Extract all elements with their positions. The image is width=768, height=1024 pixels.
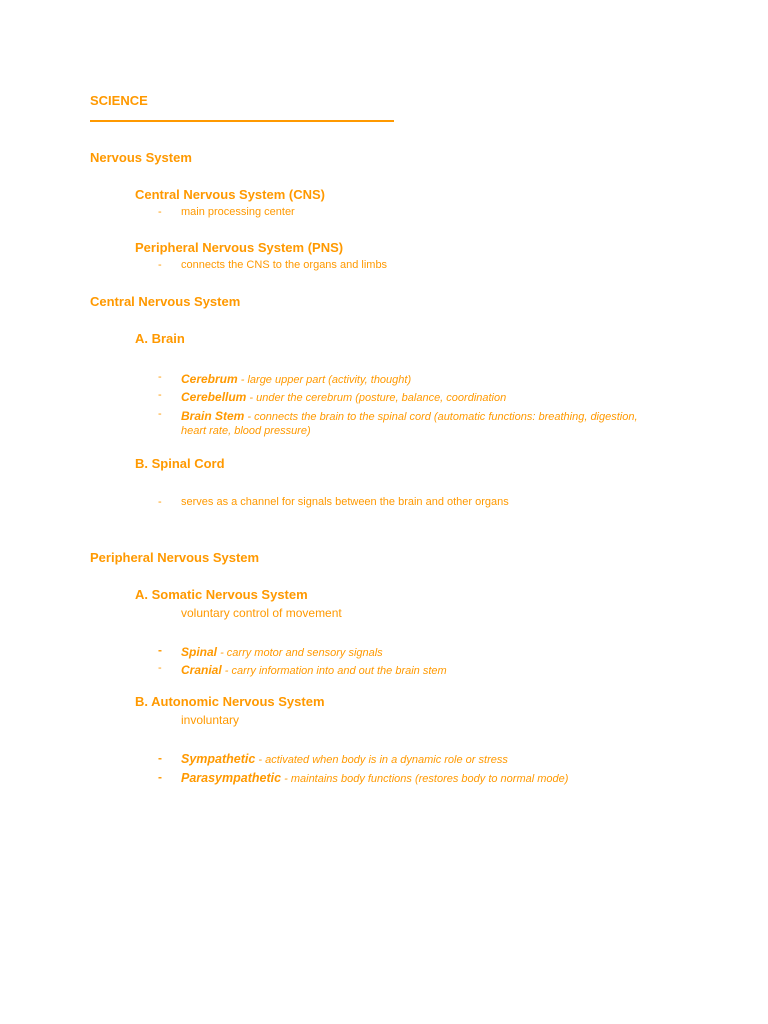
section-heading-nervous-system: Nervous System [90, 150, 192, 165]
term-sympathetic: Sympathetic [181, 752, 256, 766]
list-item-cranial [181, 661, 447, 679]
term-brain-stem: Brain Stem [181, 409, 245, 423]
subheading-autonomic: B. Autonomic Nervous System [135, 694, 325, 709]
desc-sympathetic: - activated when body is in a dynamic role or stress [255, 754, 508, 766]
bullet-dash: - [158, 259, 162, 271]
term-parasympathetic: Parasympathetic [181, 771, 282, 785]
bullet-dash: - [158, 643, 162, 657]
spinal-cord-description: serves as a channel for signals between the brain and other organs [181, 496, 509, 508]
list-item-cerebrum [181, 370, 411, 388]
term-cerebrum: Cerebrum [181, 372, 238, 386]
page-title: SCIENCE [90, 93, 148, 108]
list-item-sympathetic [181, 750, 508, 768]
subheading-cns: Central Nervous System (CNS) [135, 187, 325, 202]
section-heading-pns: Peripheral Nervous System [90, 550, 260, 565]
somatic-note: voluntary control of movement [181, 606, 342, 620]
list-item-parasympathetic [181, 769, 568, 787]
subheading-spinal-cord: B. Spinal Cord [135, 456, 225, 471]
desc-parasympathetic: - maintains body functions (restores body to normal mode) [281, 773, 569, 785]
list-item-brain-stem [181, 407, 638, 425]
bullet-dash: - [158, 751, 162, 765]
desc-cerebellum: - under the cerebrum (posture, balance, coordination [246, 392, 507, 404]
term-spinal: Spinal [181, 645, 218, 659]
bullet-dash: - [158, 389, 162, 401]
bullet-dash: - [158, 662, 162, 674]
bullet-dash: - [158, 371, 162, 383]
desc-spinal: - carry motor and sensory signals [217, 647, 383, 659]
subheading-pns: Peripheral Nervous System (PNS) [135, 240, 344, 255]
term-cerebellum: Cerebellum [181, 390, 247, 404]
term-cranial: Cranial [181, 663, 222, 677]
cns-description: main processing center [181, 206, 295, 218]
list-item-cerebellum [181, 388, 506, 406]
bullet-dash: - [158, 770, 162, 784]
desc-brain-stem: - connects the brain to the spinal cord (automatic functions: breathing, digestion, [244, 411, 638, 423]
bullet-dash: - [158, 206, 162, 218]
section-heading-cns: Central Nervous System [90, 294, 241, 309]
desc-cerebrum: - large upper part (activity, thought) [237, 374, 412, 386]
desc-brain-stem-continued: heart rate, blood pressure) [181, 425, 311, 437]
pns-description: connects the CNS to the organs and limbs [181, 259, 388, 271]
bullet-dash: - [158, 408, 162, 420]
autonomic-note: involuntary [181, 713, 240, 727]
subheading-somatic: A. Somatic Nervous System [135, 587, 308, 602]
desc-cranial: - carry information into and out the brain stem [221, 665, 447, 677]
subheading-brain: A. Brain [135, 331, 185, 346]
list-item-spinal [181, 643, 383, 661]
bullet-dash: - [158, 496, 162, 508]
title-underline [90, 120, 394, 122]
